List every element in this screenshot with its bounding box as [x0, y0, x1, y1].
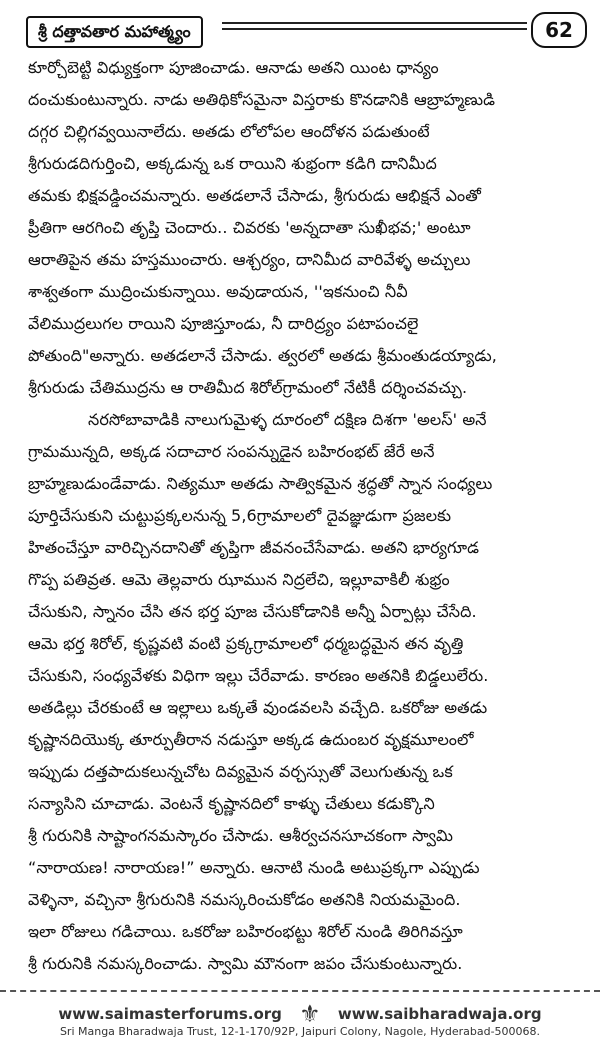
text-line: నరసోబావాడికి నాలుగుమైళ్ళ దూరంలో దక్షిణ దిశగా 'అలస్' అనే	[88, 410, 487, 429]
text-line: “నారాయణ! నారాయణ!” అన్నారు. ఆనాటి నుండి అటుప్రక్కగా ఎప్పుడు	[28, 858, 480, 877]
text-line: కూర్చోబెట్టి విధ్యుక్తంగా పూజించాడు. ఆనాడు అతని యింట ధాన్యం	[28, 58, 439, 77]
text-line: దంచుకుంటున్నారు. నాడు అతిథికోసమైనా విస్తరాకు కొనడానికి ఆబ్రాహ్మణుడి	[28, 90, 496, 109]
footer-divider	[0, 990, 600, 992]
text-line: ఆరాతిపైన తమ హస్తముంచారు. ఆశ్చర్యం, దానిమీద వారివేళ్ళ అచ్చులు	[28, 250, 471, 269]
text-line: ఇప్పుడు దత్తపాదుకలున్నచోట దివ్యమైన వర్చస్సుతో వెలుగుతున్న ఒక	[28, 762, 453, 781]
text-line: బ్రాహ్మణుడుండేవాడు. నిత్యమూ అతడు సాత్వికమైన శ్రద్ధతో స్నాన సంధ్యలు	[28, 474, 493, 493]
text-line: హితంచేస్తూ వారిచ్చినదానితో తృప్తిగా జీవనంచేసేవాడు. అతని భార్యగూడ	[28, 538, 480, 557]
page-body	[28, 52, 573, 980]
fleur-de-lis-icon: ⚜	[299, 1000, 321, 1028]
text-line: గ్రామమున్నది, అక్కడ సదాచార సంపన్నుడైన బహిరంభట్ జేరే అనే	[28, 442, 435, 461]
text-line: ఇలా రోజులు గడిచాయి. ఒకరోజు బహిరంభట్టు శిరోల్ నుండి తిరిగివస్తూ	[28, 922, 463, 941]
footer-address: Sri Manga Bharadwaja Trust, 12-1-170/92P, Jaipuri Colony, Nagole, Hyderabad-500068.	[59, 1025, 541, 1038]
text-line: పోతుంది"అన్నారు. అతడలానే చేసాడు. త్వరలో అతడు శ్రీమంతుడయ్యాడు,	[28, 346, 497, 365]
text-line: శ్రీ గురునికి నమస్కరించాడు. స్వామి మౌనంగా జపం చేసుకుంటున్నారు.	[28, 954, 463, 973]
text-line: ప్రీతిగా ఆరగించి తృప్తి చెందారు.. చివరకు 'అన్నదాతా సుఖీభవ;' అంటూ	[28, 218, 471, 237]
text-line: గొప్ప పతివ్రత. ఆమె తెల్లవారు ఝామున నిద్రలేచి, ఇల్లూవాకిలీ శుభ్రం	[28, 570, 450, 589]
text-line: శ్రీ గురునికి సాష్టాంగనమస్కారం చేసాడు. ఆశీర్వచనసూచకంగా స్వామి	[28, 826, 454, 845]
text-line: చేసుకుని, సంధ్యవేళకు విధిగా ఇల్లు చేరేవాడు. కారణం అతనికి బిడ్డలులేరు.	[28, 666, 489, 685]
footer-link-right[interactable]: www.saibharadwaja.org	[337, 1004, 542, 1023]
header-rule	[222, 22, 527, 24]
text-line: శాశ్వతంగా ముద్రించుకున్నాయి. అవుడాయన, ''ఇకనుంచి నీవీ	[28, 282, 408, 301]
book-title: శ్రీ దత్తావతార మహాత్మ్యం	[26, 16, 203, 48]
text-line: కృష్ణానదియొక్క తూర్పుతీరాన నడుస్తూ అక్కడ ఉదుంబర వృక్షమూలంలో	[28, 730, 474, 749]
text-line: సన్యాసిని చూచాడు. వెంటనే కృష్ణానదిలో కాళ్ళు చేతులు కడుక్కొని	[28, 794, 435, 813]
footer-link-left[interactable]: www.saimasterforums.org	[58, 1004, 282, 1023]
text-line: అతడిల్లు చేరకుంటే ఆ ఇల్లాలు ఒక్కతే వుండవలసి వచ్చేది. ఒకరోజు అతడు	[28, 698, 488, 717]
text-line: తమకు భిక్షవడ్డించమన్నారు. అతడలానే చేసాడు, శ్రీగురుడు ఆభిక్షనే ఎంతో	[28, 186, 481, 205]
text-line: వెళ్ళినా, వచ్చినా శ్రీగురునికి నమస్కరించుకోడం అతనికి నియమమైంది.	[28, 890, 461, 909]
header-rules	[222, 22, 527, 38]
page-header	[22, 10, 587, 50]
footer-links	[0, 1000, 600, 1028]
text-line: శ్రీగురుడు చేతిముద్రను ఆ రాతిమీద శిరోల్‌గ్రామంలో నేటికీ దర్శించవచ్చు.	[28, 378, 468, 397]
text-line: పూర్తిచేసుకుని చుట్టుప్రక్కలనున్న 5,6గ్రామాలలో దైవజ్ఞుడుగా ప్రజలకు	[28, 506, 452, 525]
header-rule	[222, 28, 527, 30]
text-line: చేసుకుని, స్నానం చేసి తన భర్త పూజ చేసుకోడానికి అన్నీ ఏర్పాట్లు చేసేది.	[28, 602, 477, 621]
page-number: 62	[531, 12, 587, 48]
text-line: వేలిముద్రలుగల రాయిని పూజిస్తూండు, నీ దారిద్ర్యం పటాపంచలై	[28, 314, 419, 333]
text-line: శ్రీగురుడదిగుర్తించి, అక్కడున్న ఒక రాయిని శుభ్రంగా కడిగి దానిమీద	[28, 154, 437, 173]
page-footer	[0, 1000, 600, 1038]
text-line: దగ్గర చిల్లిగవ్వయినాలేదు. అతడు లోలోపల ఆందోళన పడుతుంటే	[28, 122, 430, 141]
text-line: ఆమె భర్త శిరోల్, కృష్ణవటి వంటి ప్రక్కగ్రామాలలో ధర్మబద్ధమైన తన వృత్తి	[28, 634, 464, 653]
